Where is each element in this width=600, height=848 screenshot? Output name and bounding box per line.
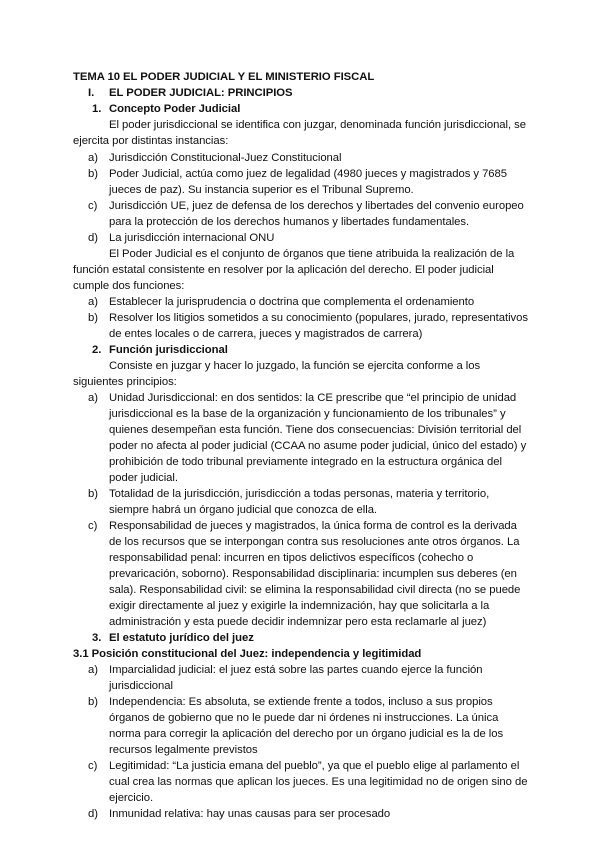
list-item-line: administración y esta puede decidir indemnizar pero esta reclamarle al juez): [109, 616, 487, 628]
list-marker: b): [88, 312, 98, 324]
list-item-line: de entes locales o de carrera, jueces y magistrados de carrera): [109, 328, 423, 340]
list-item-line: Legitimidad: “La justicia emana del pueblo”, ya que el pueblo elige al parlamento el: [109, 760, 520, 772]
list-marker: b): [88, 168, 98, 180]
heading-number: 1.: [92, 103, 102, 115]
list-item-line: Imparcialidad judicial: el juez está sobre las partes cuando ejerce la función: [109, 664, 483, 676]
heading-number: 3.: [92, 632, 102, 644]
list-item-line: poder judicial.: [109, 472, 178, 484]
list-marker: a): [88, 664, 98, 676]
list-marker: a): [88, 296, 98, 308]
list-item-line: prevaricación, soborno). Responsabilidad disciplinaria: incumplen sus deberes (en: [109, 568, 517, 580]
list-item-line: prohibición de todo tribunal previamente integrado en la estructura orgánica del: [109, 456, 502, 468]
document-title: TEMA 10 EL PODER JUDICIAL Y EL MINISTERIO FISCAL: [73, 71, 375, 83]
list-item-line: sala). Responsabilidad civil: se elimina la responsabilidad civil directa (no se puede: [109, 584, 521, 596]
heading-estatuto: El estatuto jurídico del juez: [109, 632, 254, 644]
list-item-line: Inmunidad relativa: hay unas causas para ser procesado: [109, 808, 391, 820]
list-item-line: Independencia: Es absoluta, se extiende frente a todos, incluso a sus propios: [109, 696, 493, 708]
heading-funcion: Función jurisdiccional: [109, 344, 228, 356]
list-item-line: Totalidad de la jurisdicción, jurisdicción a todas personas, materia y territorio,: [109, 488, 490, 500]
list-item-line: quienes desempeñan esta función. Tiene dos consecuencias: División territorial del: [109, 424, 522, 436]
list-marker: a): [88, 392, 98, 404]
list-marker: b): [88, 696, 98, 708]
list-item-line: La jurisdicción internacional ONU: [109, 232, 275, 244]
heading-number: 2.: [92, 344, 102, 356]
list-item-line: jurisdiccional es la base de la organización y funcionamiento de los tribunales” y: [109, 408, 506, 420]
list-item-line: exigir directamente al juez y exigirle la indemnización, hay que solicitarla a la: [109, 600, 490, 612]
paragraph-line: El Poder Judicial es el conjunto de órganos que tiene atribuida la realización de la: [109, 248, 515, 260]
paragraph-line: ejercita por distintas instancias:: [73, 135, 229, 147]
paragraph-line: función estatal consistente en resolver por la aplicación del derecho. El poder judicial: [73, 264, 494, 276]
list-item-line: Resolver los litigios sometidos a su conocimiento (populares, jurado, representativos: [109, 312, 528, 324]
list-item-line: ejercicio.: [109, 792, 154, 804]
section-heading: EL PODER JUDICIAL: PRINCIPIOS: [109, 87, 293, 99]
list-marker: c): [88, 520, 98, 532]
list-item-line: órganos de gobierno que no le puede dar ni órdenes ni instrucciones. La única: [109, 712, 499, 724]
list-item-line: poder no afecta al poder judicial (CCAA no asume poder judicial, único del estado) y: [109, 440, 527, 452]
list-item-line: cual crea las normas que aplican los jueces. Es una legitimidad no de origen sino de: [109, 776, 528, 788]
list-item-line: norma para corregir la aplicación del derecho por un órgano judicial es la de los: [109, 728, 504, 740]
list-item-line: jurisdiccional: [109, 680, 173, 692]
list-marker: c): [88, 760, 98, 772]
list-item-line: Responsabilidad de jueces y magistrados, la única forma de control es la derivada: [109, 520, 517, 532]
list-item-line: de los recursos que se interpongan contra sus resoluciones ante otros órganos. La: [109, 536, 520, 548]
subheading-posicion: 3.1 Posición constitucional del Juez: independencia y legitimidad: [73, 648, 422, 660]
list-item-line: para la protección de los derechos humanos y libertades fundamentales.: [109, 216, 470, 228]
list-item-line: Establecer la jurisprudencia o doctrina que complementa el ordenamiento: [109, 296, 475, 308]
list-item-line: Poder Judicial, actúa como juez de legalidad (4980 jueces y magistrados y 7685: [109, 168, 508, 180]
list-item-line: siempre habrá un órgano judicial que conozca de ella.: [109, 504, 378, 516]
list-item-line: recursos legalmente previstos: [109, 744, 258, 756]
heading-concepto: Concepto Poder Judicial: [109, 103, 241, 115]
paragraph-line: El poder jurisdiccional se identifica con juzgar, denominada función jurisdiccional, se: [109, 119, 527, 131]
list-marker: a): [88, 152, 98, 164]
list-marker: d): [88, 808, 98, 820]
paragraph-line: siguientes principios:: [73, 376, 177, 388]
list-item-line: Unidad Jurisdiccional: en dos sentidos: la CE prescribe que “el principio de unidad: [109, 392, 517, 404]
paragraph-line: Consiste en juzgar y hacer lo juzgado, la función se ejercita conforme a los: [109, 360, 481, 372]
list-item-line: Jurisdicción Constitucional-Juez Constitucional: [109, 152, 342, 164]
list-item-line: jueces de paz). Su instancia superior es el Tribunal Supremo.: [109, 184, 414, 196]
list-marker: d): [88, 232, 98, 244]
paragraph-line: cumple dos funciones:: [73, 280, 185, 292]
list-item-line: Jurisdicción UE, juez de defensa de los derechos y libertades del convenio europeo: [109, 200, 524, 212]
section-number: I.: [88, 87, 95, 99]
list-marker: b): [88, 488, 98, 500]
list-item-line: responsabilidad penal: incurren en tipos delictivos específicos (cohecho o: [109, 552, 474, 564]
list-marker: c): [88, 200, 98, 212]
